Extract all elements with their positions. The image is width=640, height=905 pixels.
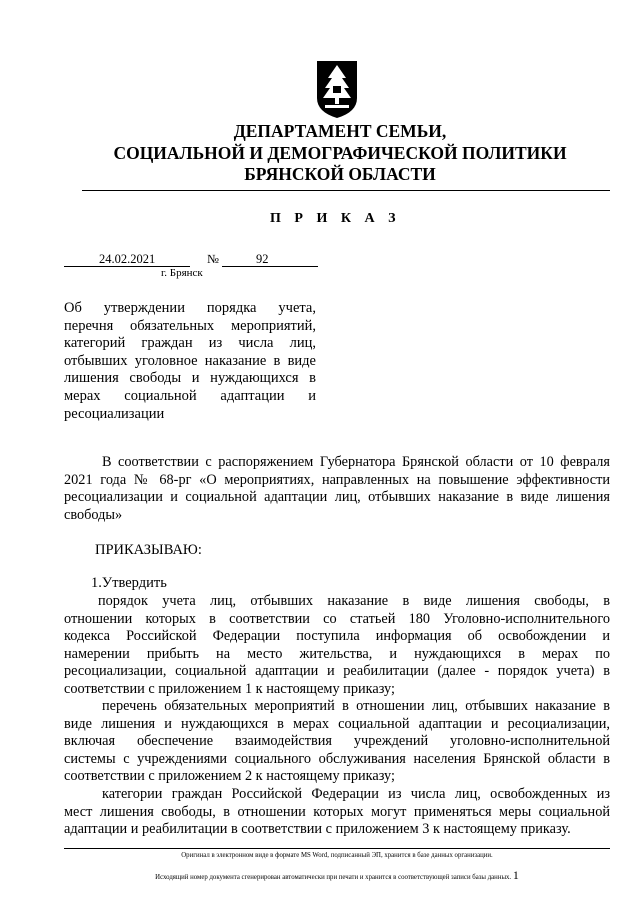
paragraph-line: включая обеспечение взаимодействия учреждений уголовно-исполнительной — [64, 733, 610, 749]
subject-line: отбывших уголовное наказание в виде — [64, 352, 316, 369]
department-name-line-2: СОЦИАЛЬНОЙ И ДЕМОГРАФИЧЕСКОЙ ПОЛИТИКИ — [113, 143, 567, 163]
subject-line: ресоциализации — [64, 405, 165, 422]
preamble-line: В соответствии с распоряжением Губернатора Брянской области от 10 февраля — [102, 454, 610, 470]
subject-line: категорий граждан из числа лиц, — [64, 335, 316, 352]
number-underline — [222, 266, 318, 267]
footer-note-text: Исходящий номер документа сгенерирован автоматически при печати и хранится в соответствующей записи базы данных. — [155, 874, 512, 881]
preamble-line: 2021 года № 68-рг «О мероприятиях, направленных на повышение эффективности — [64, 471, 610, 488]
paragraph-line: соответствии с приложением 2 к настоящему приказу; — [64, 768, 395, 784]
item-1-heading: 1.Утвердить — [91, 575, 167, 591]
subject-line: лишения свободы и нуждающихся в — [64, 370, 316, 387]
paragraph-line: адаптации и реабилитации в соответствии с приложением 3 к настоящему приказу. — [64, 821, 571, 837]
paragraph-line: ресоциализации, социальной адаптации и реабилитации (далее - порядок учета) в — [64, 663, 610, 679]
number-sign: № — [207, 252, 219, 266]
paragraph-line: кодекса Российской Федерации поступила информация об освобождении и — [64, 628, 610, 644]
city: г. Брянск — [161, 267, 203, 279]
footer-note-original: Оригинал в электронном виде в формате MS Word, подписанный ЭП, хранится в базе данных организации. — [181, 852, 493, 859]
paragraph-citizen-categories — [64, 786, 610, 839]
paragraph-line: намерении прибыть на место жительства, и нуждающихся в мерах по — [64, 645, 610, 662]
order-word: ПРИКАЗЫВАЮ: — [95, 542, 202, 558]
document-type-title: П Р И К А З — [270, 211, 401, 226]
preamble-line: ресоциализации и социальной адаптации лиц, отбывших наказание в виде лишения — [64, 489, 610, 505]
subject-line: мерах социальной адаптации и — [64, 387, 316, 404]
page-number: 1 — [512, 868, 519, 882]
paragraph-line: отношении которых в соответствии со статьей 180 Уголовно-исполнительного — [64, 610, 610, 627]
header-divider — [82, 190, 610, 191]
paragraph-line: порядок учета лиц, отбывших наказание в виде лишения свободы, в — [98, 593, 610, 609]
department-name-line-1: ДЕПАРТАМЕНТ СЕМЬИ, — [233, 121, 447, 141]
paragraph-mandatory-measures — [64, 698, 610, 786]
subject-line: Об утверждении порядка учета, — [64, 300, 316, 316]
paragraph-line: мест лишения свободы, в отношении которых могут применяться меры социальной — [64, 803, 610, 820]
paragraph-line: категории граждан Российской Федерации из числа лиц, освобожденных из — [102, 786, 610, 802]
order-number: 92 — [256, 252, 269, 266]
paragraph-line: соответствии с приложением 1 к настоящему приказу; — [64, 680, 395, 697]
subject-line: перечня обязательных мероприятий, — [64, 317, 316, 334]
order-date: 24.02.2021 — [99, 252, 156, 266]
department-name-line-3: БРЯНСКОЙ ОБЛАСТИ — [244, 164, 436, 184]
preamble-line: свободы» — [64, 506, 123, 523]
paragraph-accounting-procedure — [64, 593, 610, 698]
paragraph-line: виде лишения и нуждающихся в мерах социальной адаптации и ресоциализации, — [64, 715, 610, 732]
paragraph-line: системы с учреждениями социального обслуживания населения Брянской области в — [64, 750, 610, 767]
paragraph-line: перечень обязательных мероприятий в отношении лиц, отбывших наказание в — [102, 698, 610, 714]
preamble-paragraph — [64, 454, 610, 524]
order-subject — [64, 300, 316, 423]
coat-of-arms-emblem — [314, 58, 360, 120]
footer-divider — [64, 848, 610, 849]
footer-note-outgoing-number — [64, 868, 610, 883]
